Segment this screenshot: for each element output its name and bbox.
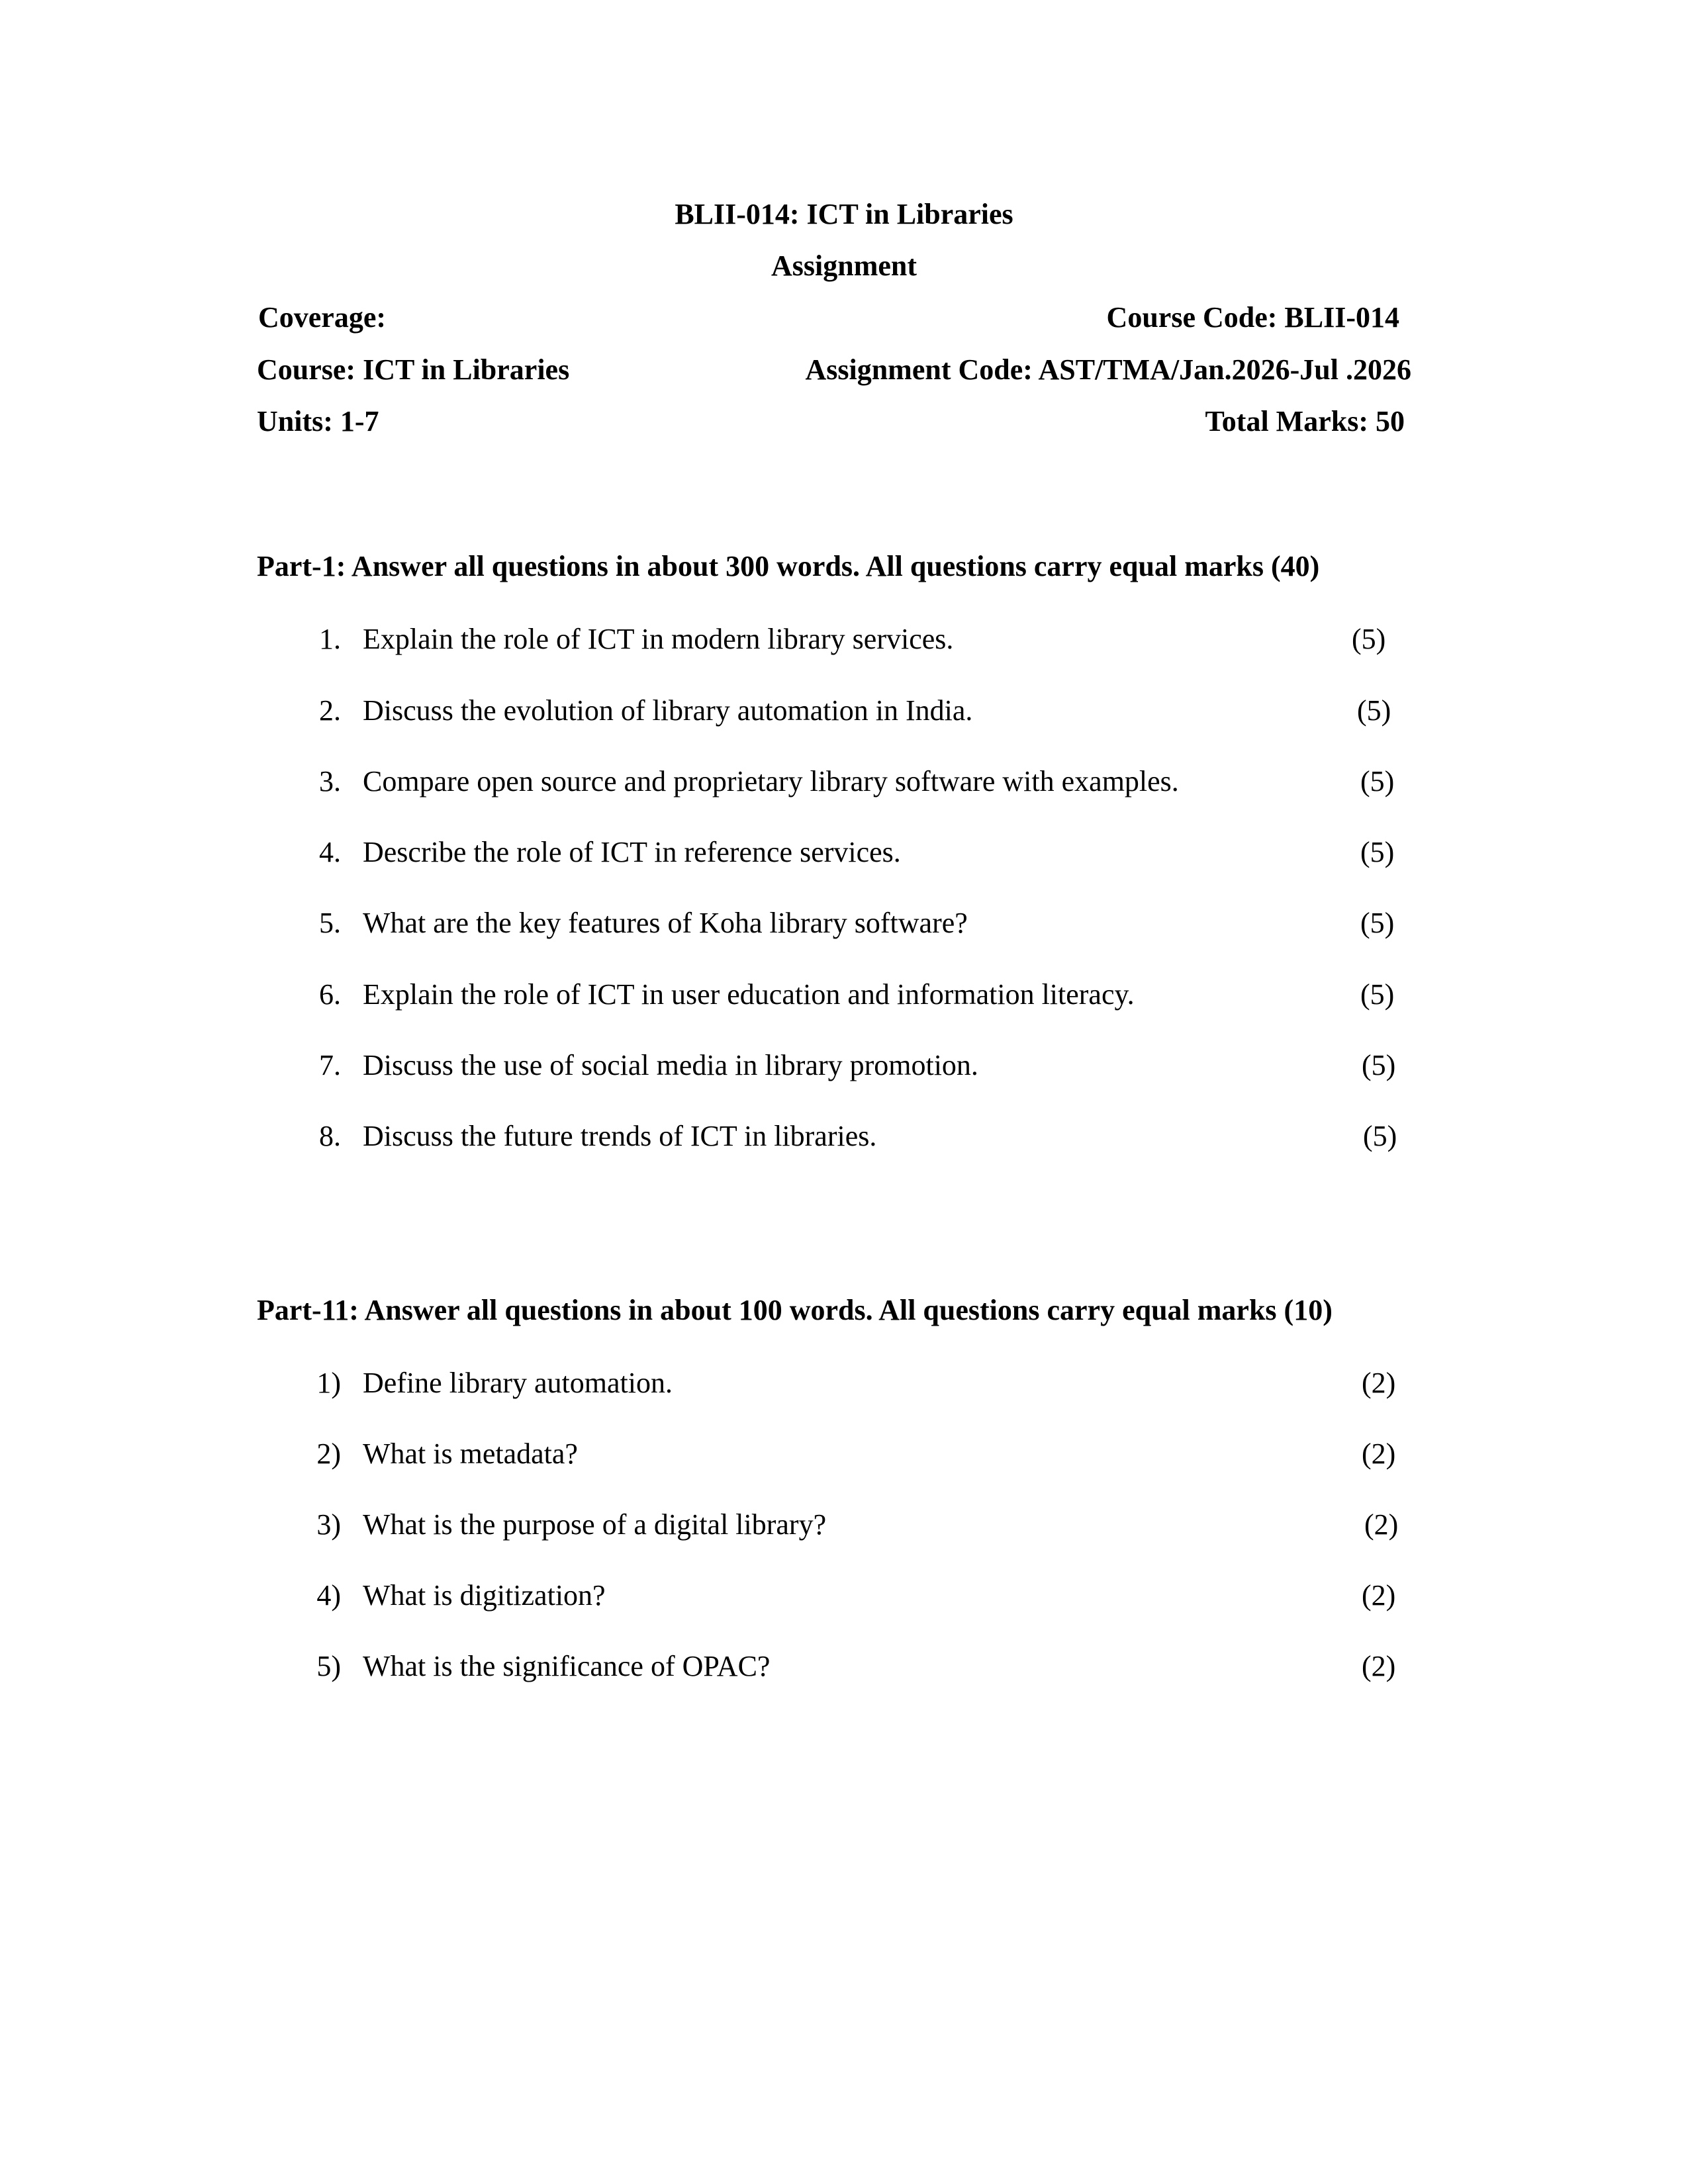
question-text: Define library automation. xyxy=(363,1367,673,1399)
units: Units: 1-7 xyxy=(257,405,379,437)
question-marks: (5) xyxy=(1357,694,1391,727)
question-text: Explain the role of ICT in user education and information literacy. xyxy=(363,978,1135,1011)
question-number: 1) xyxy=(316,1367,341,1399)
question-marks: (5) xyxy=(1360,836,1395,868)
question-number: 4) xyxy=(316,1579,341,1612)
question-text: What is the purpose of a digital library? xyxy=(363,1508,827,1541)
question-text: What are the key features of Koha library software? xyxy=(363,907,968,939)
part2-heading: Part-11: Answer all questions in about 100 words. All questions carry equal marks (10) xyxy=(257,1294,1333,1326)
question-number: 2) xyxy=(316,1437,341,1470)
question-number: 5) xyxy=(316,1650,341,1682)
question-text: Discuss the future trends of ICT in libraries. xyxy=(363,1120,877,1152)
question-marks: (2) xyxy=(1362,1579,1396,1612)
coverage-label: Coverage: xyxy=(258,301,387,334)
question-number: 1. xyxy=(319,623,341,655)
question-number: 6. xyxy=(319,978,341,1011)
question-text: Describe the role of ICT in reference services. xyxy=(363,836,901,868)
document-title: BLII-014: ICT in Libraries xyxy=(675,198,1013,230)
question-marks: (5) xyxy=(1352,623,1386,655)
assignment-code: Assignment Code: AST/TMA/Jan.2026-Jul .2026 xyxy=(805,353,1411,386)
question-text: Discuss the use of social media in library promotion. xyxy=(363,1049,978,1081)
total-marks: Total Marks: 50 xyxy=(1205,405,1405,437)
question-marks: (2) xyxy=(1362,1367,1396,1399)
part1-heading: Part-1: Answer all questions in about 300 words. All questions carry equal marks (40) xyxy=(257,550,1320,582)
question-number: 3) xyxy=(316,1508,341,1541)
question-number: 4. xyxy=(319,836,341,868)
question-marks: (5) xyxy=(1362,1049,1396,1081)
document-subtitle: Assignment xyxy=(771,250,917,282)
question-marks: (5) xyxy=(1360,765,1395,797)
question-text: What is metadata? xyxy=(363,1437,578,1470)
question-number: 7. xyxy=(319,1049,341,1081)
question-marks: (2) xyxy=(1362,1437,1396,1470)
question-text: What is the significance of OPAC? xyxy=(363,1650,771,1682)
question-number: 2. xyxy=(319,694,341,727)
question-number: 5. xyxy=(319,907,341,939)
question-marks: (5) xyxy=(1363,1120,1397,1152)
question-text: What is digitization? xyxy=(363,1579,606,1612)
question-marks: (2) xyxy=(1364,1508,1399,1541)
question-text: Compare open source and proprietary library software with examples. xyxy=(363,765,1179,797)
question-marks: (5) xyxy=(1360,907,1395,939)
question-number: 8. xyxy=(319,1120,341,1152)
question-text: Discuss the evolution of library automation in India. xyxy=(363,694,973,727)
question-number: 3. xyxy=(319,765,341,797)
question-text: Explain the role of ICT in modern library services. xyxy=(363,623,954,655)
question-marks: (5) xyxy=(1360,978,1395,1011)
course-name: Course: ICT in Libraries xyxy=(257,353,570,386)
course-code: Course Code: BLII-014 xyxy=(1106,301,1399,334)
question-marks: (2) xyxy=(1362,1650,1396,1682)
